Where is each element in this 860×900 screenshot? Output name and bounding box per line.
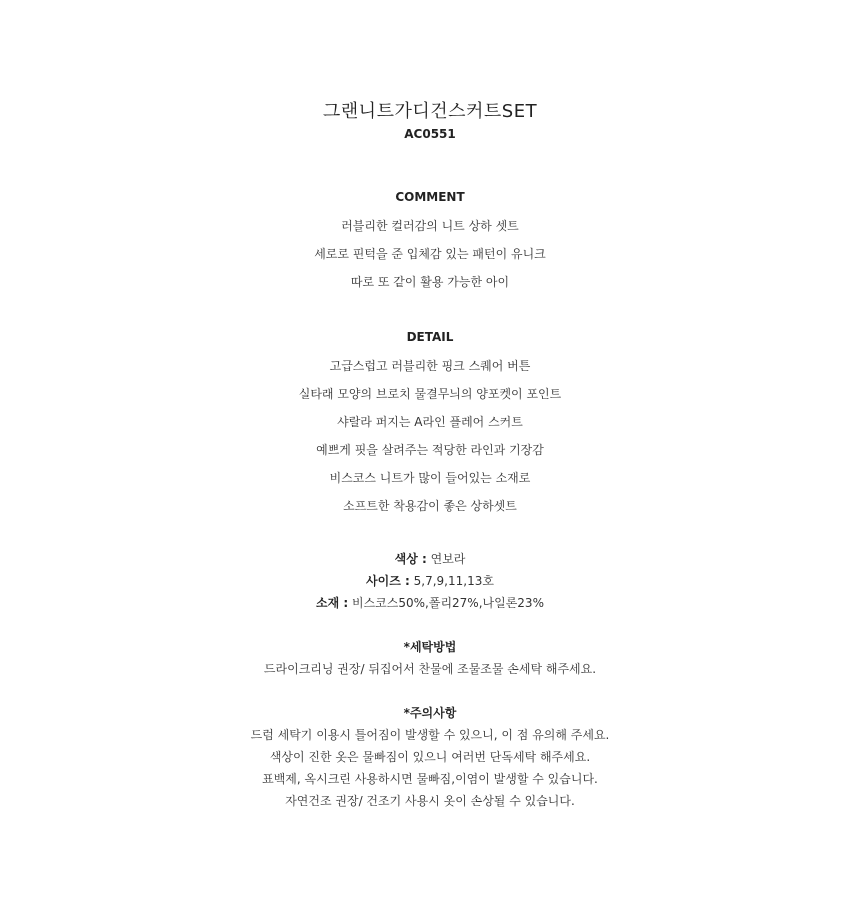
washing-text: 드라이크리닝 권장/ 뒤집어서 찬물에 조물조물 손세탁 해주세요.: [263, 662, 597, 676]
comment-line: 따로 또 같이 활용 가능한 아이: [350, 275, 510, 289]
caution-line: 드럼 세탁기 이용시 틀어짐이 발생할 수 있으니, 이 점 유의해 주세요.: [250, 728, 610, 742]
spec-color-value: 연보라: [430, 552, 466, 566]
detail-line: 고급스럽고 러블리한 핑크 스퀘어 버튼: [329, 359, 531, 373]
comment-line: 세로로 핀턱을 준 입체감 있는 패턴이 유니크: [314, 247, 546, 261]
detail-heading: DETAIL: [406, 330, 454, 344]
product-name: 그랜니트가디건스커트SET: [322, 101, 538, 122]
comment-heading: COMMENT: [395, 190, 465, 204]
washing-heading: *세탁방법: [403, 640, 457, 654]
caution-heading: *주의사항: [403, 706, 457, 720]
caution-line: 표백제, 옥시크린 사용하시면 물빠짐,이염이 발생할 수 있습니다.: [262, 772, 598, 786]
spec-material-value: 비스코스50%,폴리27%,나일론23%: [352, 596, 544, 610]
caution-line: 색상이 진한 옷은 물빠짐이 있으니 여러번 단독세탁 해주세요.: [269, 750, 591, 764]
detail-line: 비스코스 니트가 많이 들어있는 소재로: [329, 471, 531, 485]
detail-line: 샤랄라 퍼지는 A라인 플레어 스커트: [337, 415, 523, 429]
caution-line: 자연건조 권장/ 건조기 사용시 옷이 손상될 수 있습니다.: [285, 794, 575, 808]
spec-material: [0, 594, 860, 611]
spec-size-label: 사이즈 :: [366, 574, 410, 588]
spec-size-value: 5,7,9,11,13호: [413, 574, 494, 588]
spec-color-label: 색상 :: [394, 552, 427, 566]
detail-line: 예쁘게 핏을 살려주는 적당한 라인과 기장감: [316, 443, 544, 457]
spec-size: [0, 572, 860, 589]
spec-color: [0, 550, 860, 567]
comment-line: 러블리한 컬러감의 니트 상하 셋트: [341, 219, 519, 233]
detail-line: 소프트한 착용감이 좋은 상하셋트: [343, 499, 517, 513]
spec-material-label: 소재 :: [316, 596, 349, 610]
product-code: AC0551: [404, 127, 456, 141]
detail-line: 실타래 모양의 브로치 물결무늬의 양포켓이 포인트: [298, 387, 562, 401]
